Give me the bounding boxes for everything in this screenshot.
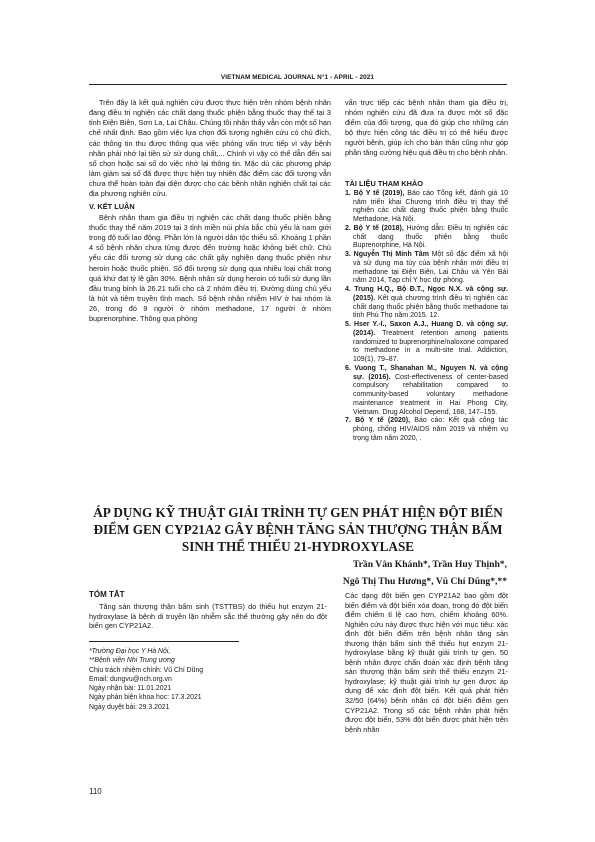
reference-authors: Bộ Y tế (2020), xyxy=(355,417,411,425)
references-heading: TÀI LIỆU THAM KHẢO xyxy=(345,179,424,188)
authors-line-1: Trần Vân Khánh*, Trần Huy Thịnh*, xyxy=(352,559,507,570)
running-header: VIETNAM MEDICAL JOURNAL N°1 - APRIL - 2021 xyxy=(220,74,375,81)
abstract-heading: TÓM TẮT xyxy=(89,590,125,599)
page-number: 110 xyxy=(89,787,102,796)
footnote-rule xyxy=(89,641,239,642)
reference-authors: Trung H.Q., Bộ Đ.T., Ngọc N.X. và cộng sự. (2015). xyxy=(353,286,508,302)
footnote-corresponding: Chịu trách nhiệm chính: Vũ Chí Dũng xyxy=(89,666,204,674)
header-rule xyxy=(89,84,507,85)
reference-number: 5. xyxy=(345,321,354,328)
abstract-left: Tăng sản thượng thận bẩm sinh (TSTTBS) do thiếu hụt enzym 21-hydroxylase là bệnh di truyền lặn nhiễm sắc thể thường gây nên do đột biến gen CYP21A2. xyxy=(89,602,327,631)
references-list xyxy=(345,190,508,444)
reference-body: Hướng dẫn: Điều trị nghiện các chất dạng thuốc phiện bằng thuốc Buprenorphine, Hà Nội. xyxy=(353,224,508,250)
reference-number: 1. xyxy=(345,189,354,197)
reference-number: 3. xyxy=(345,251,354,258)
reference-body: Báo cáo Tổng kết, đánh giá 10 năm triển khai Chương trình điều trị thay thế nghiện các chất dạng thuốc phiện bằng thuốc Methadone, Hà Nội. xyxy=(353,189,508,223)
footnote-affiliation-2: **Bệnh viện Nhi Trung ương xyxy=(89,657,175,665)
references-section xyxy=(345,178,508,444)
intro-paragraph: Trên đây là kết quả nghiên cứu được thực hiện trên nhóm bệnh nhân đang điều trị nghiện các chất dạng thuốc phiện bằng thuốc thay thế tại 3 tỉnh Điện Biên, Sơn La, Lai Châu. Chúng tôi nhận thấy vẫn còn một số hạn chế nhất định. Bao gồm việc lựa chọn đối tượng nghiên cứu có chủ đích, các thông tin thu được thông qua việc phỏng vấn trực tiếp vì vậy bệnh nhân phải nhớ lại tiền sử sử dụng chất,... Chính vì vậy có thể dẫn đến sai số chọn hoặc sai số do việc nhớ lại thông tin. Mặc dù các phương pháp làm giảm sai số đã được thực hiện tuy nhiên đặc điểm các đối tượng vẫn chưa thể hoàn toàn đại diện được cho các bệnh nhân nghiện chất tại các địa phương nghiên cứu. xyxy=(89,98,331,199)
authors-line-2: Ngô Thị Thu Hương*, Vũ Chí Dũng*,** xyxy=(342,576,507,587)
reference-authors: Hser Y.-I., Saxon A.J., Huang D. và cộng sự. (2014). xyxy=(353,321,508,337)
footnotes xyxy=(89,647,327,712)
reference-item xyxy=(345,251,508,286)
reference-item xyxy=(345,365,508,418)
reference-number: 7. xyxy=(345,417,356,425)
reference-item xyxy=(345,286,508,321)
reference-body: Treatment retention among patients randomized to buprenorphine/naloxone compared to methadone in a multi-site trial. Addiction, 109(1), 79–87. xyxy=(353,329,508,363)
right-column-continuation: vấn trực tiếp các bệnh nhân tham gia điều trị, nhóm nghiên cứu đã đưa ra được một số đặc điểm của đối tượng, qua đó giúp cho những cán bộ thực hiện công tác điều trị có thể hiểu được người bệnh, giúp ích cho bản thân cũng như góp phần tăng cường hiệu quả điều trị cho bệnh nhân. xyxy=(345,98,508,157)
abstract-right: Các dạng đột biến gen CYP21A2 bao gồm đột biến điểm và đột biến xóa đoạn, trong đó đột biến điểm chiếm tỉ lệ cao hơn, chiếm khoảng 60%. Nghiên cứu này được thực hiện với mục tiêu: xác định đột biến điểm trên bệnh nhân tăng sản thượng thận bẩm sinh thể thiếu hụt enzym 21- hydroxylase bằng kỹ thuật giải trình tự gen. 50 bệnh nhân được chẩn đoán xác định bệnh tăng sản thượng thận bẩm sinh thể thiếu enzym 21- hydroxylase; kỹ thuật giải trình tự gen được áp dụng để xác định đột biến. Kết quả phát hiện 32/50 (64%) bệnh nhân có đột biến điểm gen CYP21A2. Trong số các bệnh nhân phát hiện được đột biến, 53% đột biến được phát hiện trên bệnh nhân xyxy=(345,591,508,734)
reference-body: Kết quả chương trình điều trị nghiện các chất dạng thuốc phiện bằng thuốc methadone tại tỉnh Phú Thọ năm 2015. 12. xyxy=(353,294,508,320)
reference-number: 6. xyxy=(345,364,355,372)
article-title: ÁP DỤNG KỸ THUẬT GIẢI TRÌNH TỰ GEN PHÁT HIỆN ĐỘT BIẾN ĐIỂM GEN CYP21A2 GÂY BỆNH TĂNG SẢN THƯỢNG THẬN BẨM SINH THỂ THIẾU 21-HYDROXYLASE xyxy=(93,505,503,554)
reference-authors: Bộ Y tế (2019), xyxy=(353,189,405,197)
reference-item xyxy=(345,225,508,251)
footnote-reviewed: Ngày phản biện khoa học: 17.3.2021 xyxy=(89,694,202,702)
reference-authors: Bộ Y tế (2018), xyxy=(353,224,404,232)
reference-authors: Vuong T., Shanahan M., Nguyen N. và cộng sự. (2016). xyxy=(353,364,508,381)
reference-number: 2. xyxy=(345,224,354,232)
conclusion-paragraph: Bệnh nhân tham gia điều trị nghiện các chất dạng thuốc phiện bằng thuốc thay thế năm 2019 tại 3 tỉnh miền núi phía bắc chủ yếu là nam giới trong độ tuổi lao động. Phần lớn là người dân tộc thiểu số. Khoảng 1 phần 4 số bệnh nhân chưa từng được đến trường hoặc không biết chữ. Chủ yếu các đối tượng sử dụng các chất gây nghiện dạng thuốc phiện như heroin hoặc thuốc phiện. Số đối tượng sử dụng qua nhiều loại chất trong quá khứ đạt tỷ lệ gần 30%. Bệnh nhân sử dụng heroin có tuổi sử dụng lần đầu trung bình là 26.21 tuổi cho cả 2 nhóm điều trị. Đường dùng chủ yếu là hút và tiêm truyền tĩnh mạch. Số bệnh nhân nhiễm HIV ở hai nhóm là 26, trong đó 9 người ở nhóm methadone, 17 người ở nhóm buprenorphine. Thông qua phỏng xyxy=(89,212,331,324)
article-authors xyxy=(343,556,507,590)
reference-item xyxy=(345,417,508,443)
left-column xyxy=(89,98,331,324)
reference-item xyxy=(345,190,508,225)
conclusion-heading: V. KẾT LUẬN xyxy=(89,201,135,211)
footnote-accepted: Ngày duyệt bài: 29.3.2021 xyxy=(89,703,170,711)
footnote-email: Email: dungvu@nch.org.vn xyxy=(89,675,172,683)
reference-item xyxy=(345,321,508,365)
reference-body: Cost-effectiveness of center-based compulsory rehabilitation compared to community-based voluntary methadone maintenance treatment in Hai Phong City, Vietnam. Drug Alcohol Depend, 168, 147–155. xyxy=(353,373,509,416)
reference-body: Một số đặc điểm xã hội và sử dụng ma túy của bệnh nhân mới điều trị methadone tại Điện Biên, Lai Châu và Yên Bái năm 2014, Tạp chí Y học dự phòng. xyxy=(353,251,508,285)
reference-authors: Nguyễn Thị Minh Tâm xyxy=(353,251,429,258)
footnote-affiliation-1: *Trường Đại học Y Hà Nội, xyxy=(89,648,171,655)
footnote-received: Ngày nhận bài: 11.01.2021 xyxy=(89,685,172,693)
reference-number: 4. xyxy=(345,286,355,293)
reference-body: Báo cáo: Kết quả công tác phòng, chống HIV/AIDS năm 2019 và nhiệm vụ trọng tâm năm 2020, . xyxy=(353,417,508,442)
